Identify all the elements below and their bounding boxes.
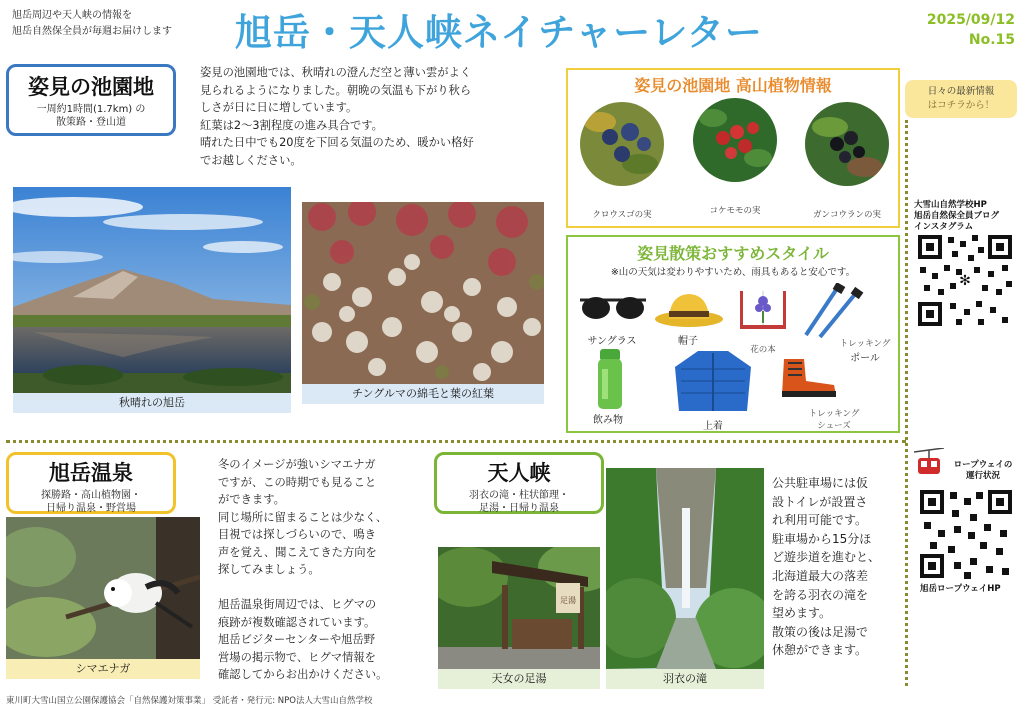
section-subtitle-1: 羽衣の滝・柱状節理・ [469, 490, 569, 501]
mountain-lake-image [13, 187, 291, 393]
body-line: 北海道最大の落差 [772, 568, 869, 583]
link-school-hp[interactable]: 大雪山自然学校HP [914, 200, 987, 210]
header-intro [12, 8, 172, 40]
photo-caption-asahidake: 秋晴れの旭岳 [13, 393, 291, 413]
qr-code-icon [918, 488, 1014, 580]
section-title: 天人峡 [487, 461, 551, 485]
item-label-poles-1: トレッキング [839, 339, 891, 349]
drink-bottle-icon [596, 349, 624, 413]
body-line: 姿見の池園地では、秋晴れの澄んだ空と薄い雲がよく [200, 66, 472, 79]
item-label-hat: 帽子 [678, 336, 698, 347]
newsletter-title: 旭岳・天人峡ネイチャーレター [235, 11, 763, 54]
walking-style-panel [566, 235, 900, 433]
body-line: 見られるようになりました。朝晩の気温も下がり秋ら [200, 83, 472, 97]
link-blog[interactable]: 旭岳自然保全員ブログ [914, 211, 1000, 221]
section-subtitle-2: 散策路・登山道 [56, 117, 126, 128]
footer-credits: 東川町大雪山国立公園保護協会「自然保護対策事業」 受託者・発行元: NPO法人大雪山自然学校 [6, 696, 373, 706]
divider-vertical-right [905, 120, 908, 686]
body-line: 駐車場から15分ほ [772, 531, 872, 546]
photo-hagoromo-falls [606, 468, 764, 669]
ropeway-hp-link[interactable]: 旭岳ロープウェイHP [920, 584, 1001, 594]
section-label-sugatami [6, 64, 176, 136]
photo-chinguruma [302, 202, 544, 384]
body-line: 設トイレが設置さ [772, 494, 868, 509]
item-label-flower-book: 花の本 [750, 345, 776, 355]
plant-photo-kurousugo [580, 102, 664, 186]
section-subtitle-1: 一周約1時間(1.7km) の [36, 104, 146, 115]
onsen-body [218, 456, 418, 684]
section-title: 旭岳温泉 [49, 461, 133, 485]
item-label-drink: 飲み物 [593, 415, 623, 426]
section-label-tenninkyo [434, 452, 604, 514]
qr-code-icon [916, 233, 1014, 328]
photo-asahidake [13, 187, 291, 393]
photo-shimaenaga [6, 517, 200, 659]
section-subtitle-2: 足湯・日帰り温泉 [479, 503, 559, 514]
body-line: を誇る羽衣の滝を [772, 587, 869, 602]
latest-info-badge[interactable] [905, 80, 1017, 118]
photo-caption-hagoromo-falls: 羽衣の滝 [606, 669, 764, 689]
alpine-plant-panel [566, 68, 900, 228]
link-instagram[interactable]: インスタグラム [914, 222, 974, 232]
section-title: 姿見の池園地 [28, 75, 154, 99]
plant-caption: コケモモの実 [709, 206, 761, 216]
ropeway-icon [914, 448, 944, 482]
panel-note: ※山の天気は変わりやすいため、雨具もあると安心です。 [610, 267, 856, 278]
body-line: 同じ場所に留まることは少なく、 [218, 510, 388, 524]
long-tailed-tit-image [6, 517, 200, 659]
jacket-icon [673, 347, 753, 417]
body-line: 望めます。 [772, 606, 832, 621]
photo-caption-chinguruma: チングルマの綿毛と葉の紅葉 [302, 384, 544, 404]
issue-number: No.15 [968, 32, 1015, 48]
item-label-shoes-2: シューズ [817, 421, 851, 431]
intro-line-2: 旭岳自然保全員が毎週お届けします [12, 26, 172, 37]
trekking-shoes-icon [778, 355, 838, 403]
plant-photo-gankouran [805, 102, 889, 186]
body-line: 旭岳ビジターセンターや旭岳野 [218, 633, 376, 646]
section-subtitle-2: 日帰り温泉・野営場 [46, 503, 136, 514]
flower-book-icon [738, 287, 788, 335]
hat-icon [654, 289, 724, 333]
plant-caption: クロウスゴの実 [592, 210, 652, 220]
body-line: 散策の後は足湯で [772, 624, 869, 639]
trekking-poles-icon [798, 283, 868, 343]
body-line [218, 579, 418, 597]
latest-line-2: はコチラから！ [927, 100, 995, 111]
latest-line-1: 日々の最新情報 [927, 86, 995, 97]
photo-caption-shimaenaga: シマエナガ [6, 659, 200, 679]
sunglasses-icon [578, 292, 648, 326]
divider-horizontal [6, 440, 906, 443]
body-line: 痕跡が複数確認されています。 [218, 615, 376, 629]
section-label-onsen [6, 452, 176, 514]
tenninkyo-body [772, 474, 902, 660]
panel-title: 姿見の池園地 高山植物情報 [634, 76, 832, 95]
body-line: 声を覚え、聞こえてきた方向を [218, 545, 377, 559]
footbath-sign-text: 足湯 [560, 596, 576, 605]
body-line: 目視では探しづらいので、鳴き [218, 528, 376, 541]
qr-code-links[interactable] [916, 233, 1014, 328]
body-line: 休憩ができます。 [772, 643, 868, 658]
body-line: ですが、この時期でも見ること [218, 475, 377, 489]
body-line: 公共駐車場には仮 [772, 476, 869, 490]
item-label-poles-2: ポール [850, 353, 880, 364]
qr-code-ropeway[interactable] [918, 488, 1014, 580]
body-line: 探してみましょう。 [218, 563, 320, 576]
body-line: れ利用可能です。 [772, 513, 868, 528]
plant-caption: ガンコウランの実 [812, 210, 881, 220]
crowberry-image [805, 102, 889, 186]
photo-caption-footbath: 天女の足湯 [438, 669, 600, 689]
plant-photo-kokemomo [693, 98, 777, 182]
issue-date: 2025/09/12 [926, 12, 1015, 28]
panel-title: 姿見散策おすすめスタイル [637, 244, 829, 263]
body-line: 冬のイメージが強いシマエナガ [218, 458, 376, 471]
footbath-image [438, 547, 600, 669]
ropeway-line-2[interactable]: 運行状況 [965, 471, 1000, 481]
body-line: しさが日に日に増しています。 [200, 101, 358, 114]
body-line: 晴れた日中でも20度を下回る気温のため、暖かい格好 [200, 136, 474, 149]
chinguruma-image [302, 202, 544, 384]
item-label-shoes-1: トレッキング [808, 409, 860, 419]
ropeway-line-1[interactable]: ロープウェイの [953, 460, 1013, 470]
sugatami-body [200, 64, 560, 169]
body-line: 確認してからお出かけください。 [218, 668, 388, 681]
item-label-jacket: 上着 [703, 421, 723, 432]
intro-line-1: 旭岳周辺や天人峡の情報を [12, 10, 132, 21]
blueberry-image [580, 102, 664, 186]
body-line: ができます。 [218, 493, 285, 506]
section-subtitle-1: 探勝路・高山植物園・ [41, 490, 141, 501]
body-line: 紅葉は2～3割程度の進み具合です。 [200, 118, 383, 132]
body-line: 営場の掲示物で、ヒグマ情報を [218, 650, 376, 664]
lingonberry-image [693, 98, 777, 182]
ropeway-status-label [946, 460, 1020, 482]
links-list [914, 200, 999, 233]
item-label-sunglasses: サングラス [587, 336, 637, 347]
body-line: 旭岳温泉街周辺では、ヒグマの [218, 598, 377, 611]
body-line: でお越しください。 [200, 153, 302, 167]
waterfall-image [606, 468, 764, 669]
body-line: ど遊歩道を進むと、 [772, 550, 881, 565]
svg-text:✻: ✻ [959, 273, 971, 289]
photo-footbath [438, 547, 600, 669]
